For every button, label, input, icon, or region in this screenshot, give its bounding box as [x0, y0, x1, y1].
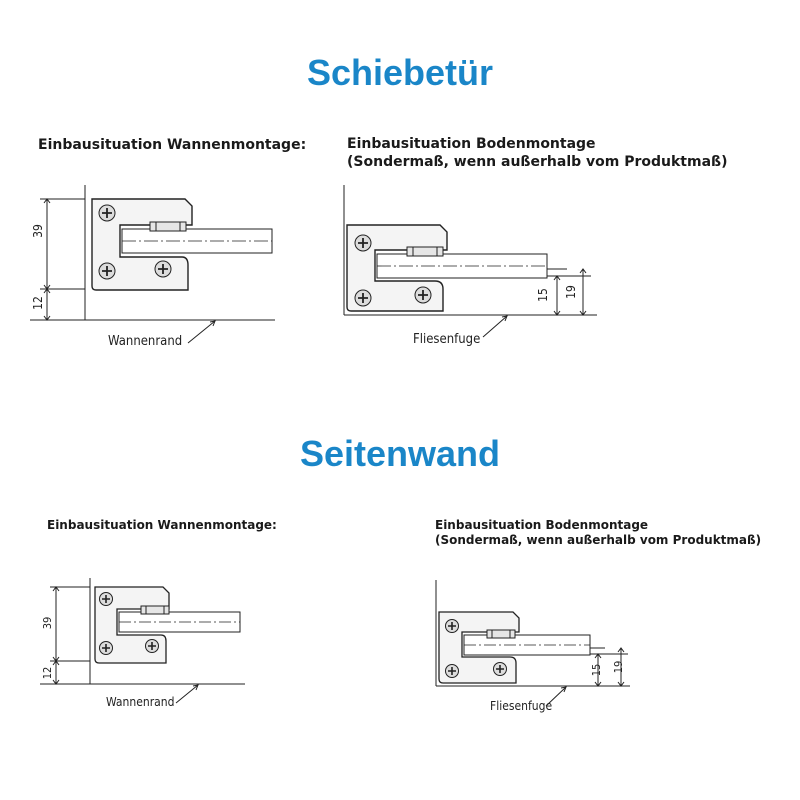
tub-caption — [47, 518, 277, 533]
tub-caption-text: Einbausituation Wannenmontage: — [38, 137, 307, 153]
dim-label-lower: 12 — [41, 666, 54, 680]
dim-label-inner: 15 — [590, 663, 603, 677]
section-title-side-wall: Seitenwand — [299, 433, 501, 474]
tub-mount-drawing — [30, 185, 290, 360]
dim-label-lower: 12 — [31, 296, 45, 310]
floor-caption-line2: (Sondermaß, wenn außerhalb vom Produktmaß) — [435, 533, 762, 547]
section-title-sliding-door: Schiebetür — [306, 52, 494, 93]
dim-label-upper: 39 — [41, 616, 54, 630]
leader-label: Wannenrand — [106, 695, 175, 709]
floor-mount-drawing — [335, 185, 600, 355]
slide-block — [141, 606, 169, 614]
leader-label: Fliesenfuge — [490, 699, 553, 713]
leader-label: Wannenrand — [108, 334, 183, 349]
slide-block — [407, 247, 443, 256]
floor-caption — [435, 518, 761, 548]
floor-caption-line1: Einbausituation Bodenmontage — [347, 136, 596, 152]
dim-label-outer: 19 — [612, 660, 625, 674]
dim-label-outer: 19 — [564, 285, 578, 299]
slide-block — [487, 630, 515, 638]
floor-caption-line2: (Sondermaß, wenn außerhalb vom Produktmaß) — [347, 153, 728, 170]
slide-block — [150, 222, 186, 231]
tub-caption-text: Einbausituation Wannenmontage: — [47, 518, 277, 532]
floor-caption-line1: Einbausituation Bodenmontage — [435, 518, 649, 532]
leader-label: Fliesenfuge — [413, 332, 481, 347]
tub-mount-drawing — [40, 578, 260, 718]
dim-label-upper: 39 — [31, 224, 45, 238]
floor-caption — [347, 136, 728, 171]
tub-caption — [38, 137, 306, 155]
dim-label-inner: 15 — [536, 288, 550, 302]
floor-mount-drawing — [430, 580, 655, 720]
